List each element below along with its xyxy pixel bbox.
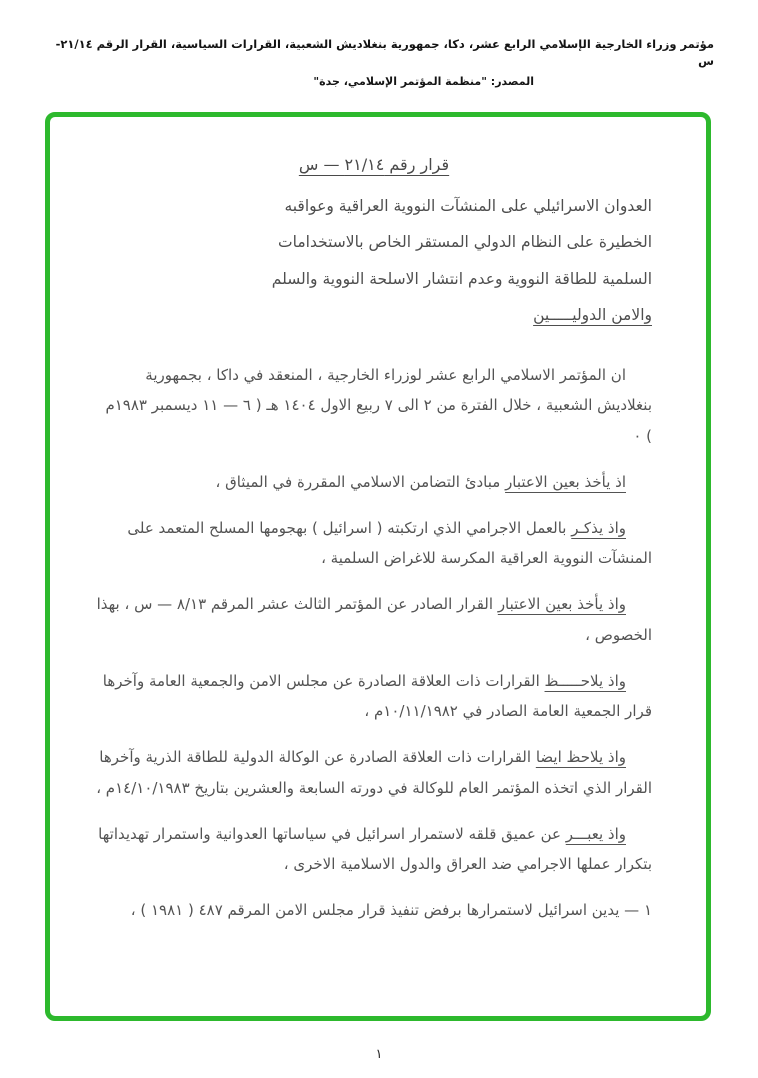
paragraph-text: مبادئ التضامن الاسلامي المقررة في الميثاق ، bbox=[215, 472, 501, 491]
paragraph-lead: اذ يأخذ بعين الاعتبار bbox=[505, 472, 626, 491]
paragraph-noting bbox=[96, 666, 652, 728]
paragraph-text: القرارات ذات العلاقة الصادرة عن مجلس الامن والجمعية العامة وآخرها قرار الجمعية العامة الصادر في ١٠/١١/١٩٨٢م ، bbox=[102, 671, 652, 721]
paragraph-text: عن عميق قلقه لاستمرار اسرائيل في سياساتها العدوانية واستمرار تهديداتها بتكرار عملها الاجرامي ضد العراق والدول الاسلامية الاخرى ، bbox=[98, 824, 652, 874]
paragraph-lead: واذ يأخذ بعين الاعتبار bbox=[497, 595, 626, 614]
paragraph-text: القرارات ذات العلاقة الصادرة عن الوكالة الدولية للطاقة الذرية وآخرها القرار الذي اتخذه المؤتمر العام للوكالة في دورته السابعة والعشرين بتاريخ ١٤/١٠/١٩٨٣م ، bbox=[96, 748, 652, 797]
citation-source: المصدر: "منظمة المؤتمر الإسلامي، جدة" bbox=[313, 74, 534, 88]
resolution-title bbox=[96, 155, 652, 174]
paragraph-text: بالعمل الاجرامي الذي ارتكبته ( اسرائيل ) بهجومها المسلح المتعمد على المنشآت النووية العراقية المكرسة للاغراض السلمية ، bbox=[127, 518, 652, 568]
paragraph-lead: واذ يعبـــر bbox=[565, 824, 626, 843]
paragraph-recalling bbox=[96, 513, 652, 575]
paragraph-lead: واذ يذكـر bbox=[571, 518, 626, 537]
paragraph-considering bbox=[96, 467, 652, 498]
paragraph-expressing-concern bbox=[96, 819, 652, 881]
resolution-number: قرار رقم ٢١/١٤ — س bbox=[298, 155, 450, 174]
page-number: ١ bbox=[375, 1047, 383, 1062]
paragraph-lead: واذ يلاحظ ايضا bbox=[535, 748, 626, 767]
subject-line: السلمية للطاقة النووية وعدم انتشار الاسلحة النووية والسلم bbox=[271, 269, 652, 288]
subject-tail: والامن الدوليـــــين bbox=[533, 306, 652, 325]
citation-header bbox=[40, 36, 714, 88]
subject-line: العدوان الاسرائيلي على المنشآت النووية العراقية وعواقبه bbox=[284, 197, 652, 215]
paragraph-noting-also bbox=[96, 742, 652, 804]
subject-line: الخطيرة على النظام الدولي المستقر الخاص بالاستخدامات bbox=[278, 233, 652, 252]
resolution-subject bbox=[96, 188, 652, 297]
paragraph-taking-into-account bbox=[96, 589, 652, 651]
scanned-page-frame bbox=[45, 112, 711, 1021]
scanned-page-content bbox=[50, 117, 706, 1016]
paragraph-lead: واذ يلاحـــــظ bbox=[544, 671, 626, 690]
citation-title: مؤتمر وزراء الخارجية الإسلامي الرابع عشر، دكا، جمهورية بنغلاديش الشعبية، القرارات السياسية، القرار الرقم ٢١/١٤- س bbox=[55, 37, 714, 69]
paragraph-intro: ان المؤتمر الاسلامي الرابع عشر لوزراء الخارجية ، المنعقد في داكا ، بجمهورية بنغلاديش الشعبية ، خلال الفترة من ٢ الى ٧ ربيع الاول ١٤٠٤ هـ ( ٦ — ١١ ديسمبر ١٩٨٣م ) ٠ bbox=[105, 365, 652, 446]
operative-item-1: ١ — يدين اسرائيل لاستمرارها برفض تنفيذ قرار مجلس الامن المرقم ٤٨٧ ( ١٩٨١ ) ، bbox=[130, 901, 652, 920]
paragraph-text: القرار الصادر عن المؤتمر الثالث عشر المرقم ٨/١٣ — س ، بهذا الخصوص ، bbox=[96, 595, 652, 644]
